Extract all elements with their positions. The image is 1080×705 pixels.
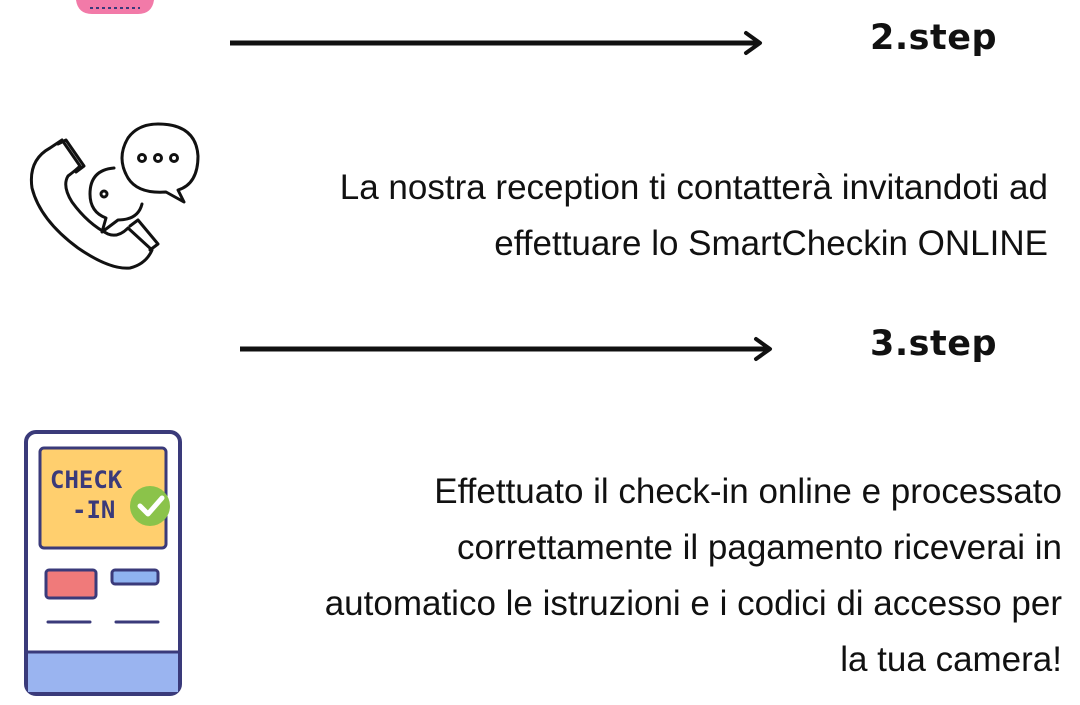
step-3-description-line: Effettuato il check-in online e processato: [434, 472, 1062, 511]
step-2-description-line: effettuare lo SmartCheckin ONLINE: [494, 224, 1048, 263]
phone-chat-icon: [18, 108, 208, 278]
step-3-description-line: correttamente il pagamento riceverai in: [456, 528, 1062, 567]
step-3-description-line: la tua camera!: [840, 640, 1062, 679]
kiosk-text-check: CHECK: [50, 466, 123, 494]
step-2-description: [208, 160, 1048, 272]
step-2-description-line: La nostra reception ti contatterà invitandoti ad: [339, 168, 1048, 207]
step-3-arrow: [240, 336, 775, 362]
top-partial-icon: [70, 0, 160, 20]
step-2-arrow: [230, 30, 765, 56]
step-3-label: 3.step: [870, 324, 998, 364]
kiosk-text-in: -IN: [72, 496, 116, 524]
check-in-kiosk-icon: [20, 426, 190, 700]
step-2-label: 2.step: [870, 18, 998, 58]
check-badge: [130, 486, 170, 526]
step-3-description-line: automatico le istruzioni e i codici di accesso per: [324, 584, 1062, 623]
step-3-description: [212, 464, 1062, 688]
